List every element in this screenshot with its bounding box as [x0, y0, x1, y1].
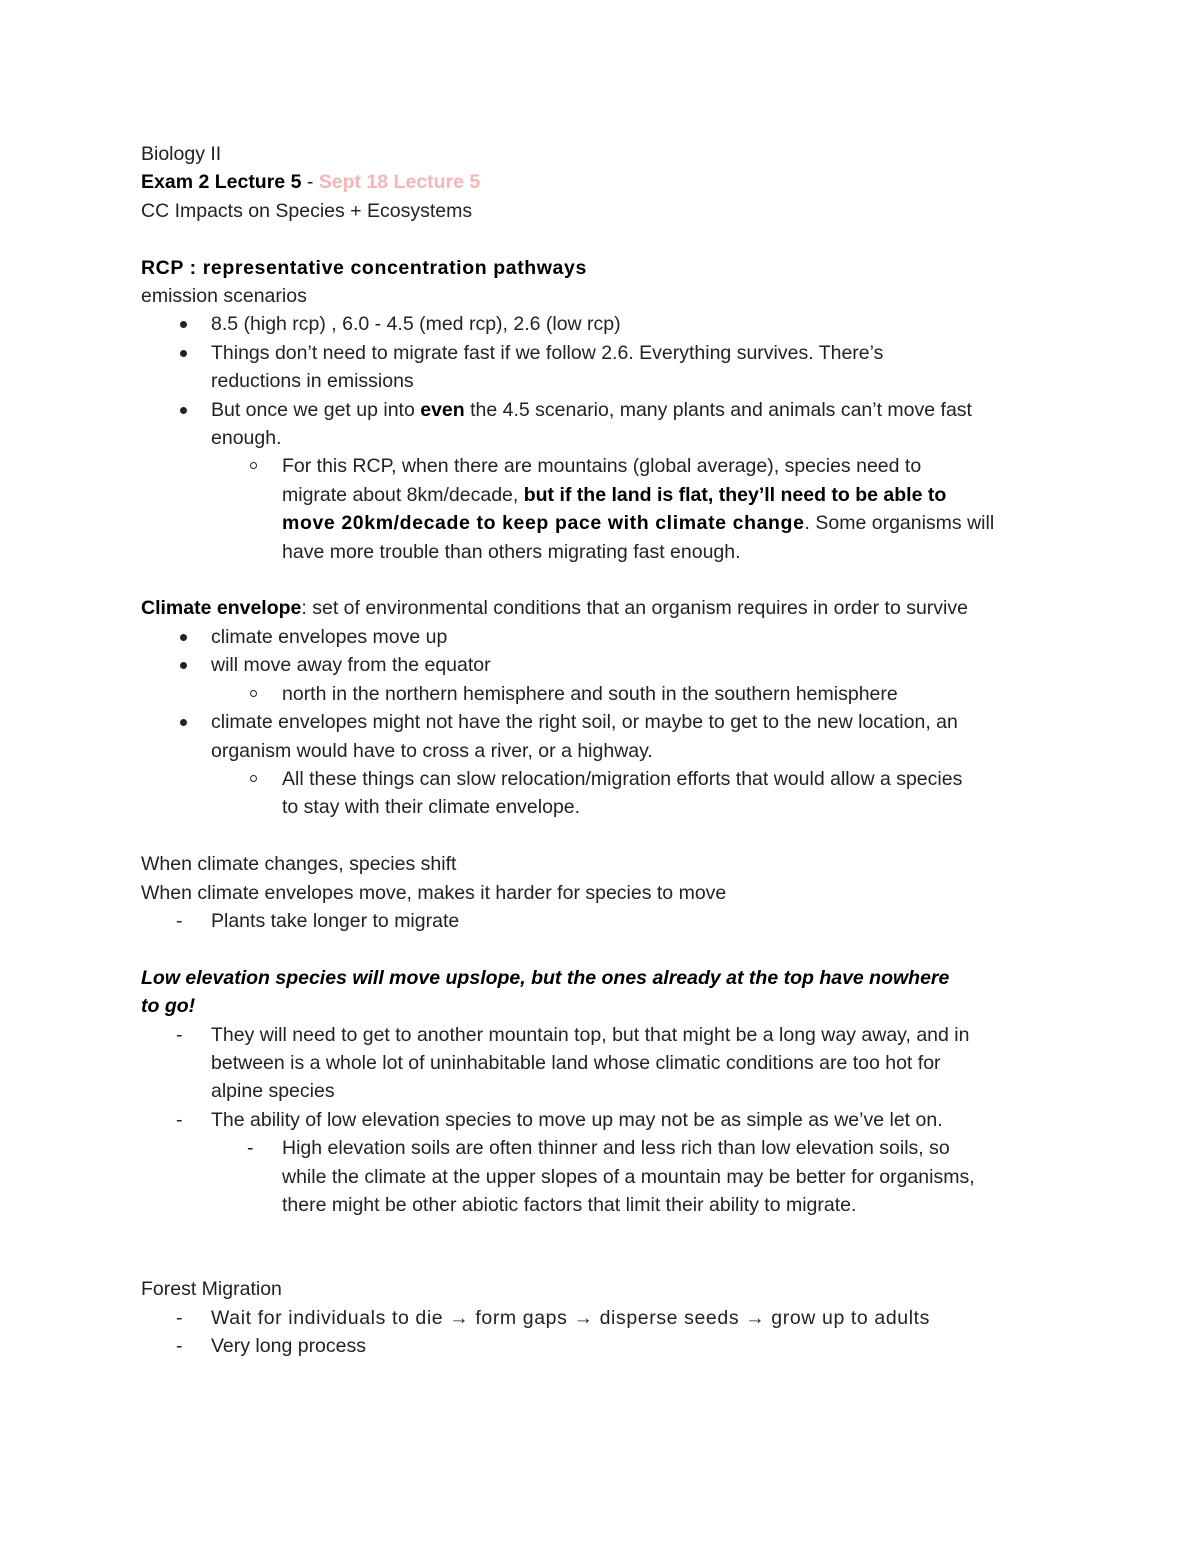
envelope-definition: [141, 594, 1061, 622]
spacer: [141, 566, 1061, 594]
list-item-text: [282, 481, 1061, 509]
text-run: migrate about 8km/decade,: [282, 483, 524, 506]
shift-line: When climate changes, species shift: [141, 853, 457, 876]
list-item-text: to stay with their climate envelope.: [282, 796, 581, 819]
lecture-title-separator: -: [301, 171, 319, 194]
list-item-text: organism would have to cross a river, or a highway.: [211, 739, 653, 762]
emphasis-text: but if the land is flat, they’ll need to be able to: [523, 483, 947, 506]
rcp-heading: RCP : representative concentration pathways: [141, 256, 587, 279]
hollow-bullet-icon: [250, 775, 257, 782]
list-item-text: there might be other abiotic factors that limit their ability to migrate.: [282, 1193, 857, 1216]
bullet-icon: [180, 719, 187, 726]
list-item-text: High elevation soils are often thinner and less rich than low elevation soils, so: [282, 1137, 950, 1160]
bullet-icon: [180, 321, 187, 328]
list-item: [211, 339, 1061, 396]
list-item-text: Plants take longer to migrate: [211, 909, 460, 932]
list-item-text: will move away from the equator: [211, 654, 491, 677]
list-item-text: [211, 396, 1061, 424]
list-item: [211, 708, 1061, 765]
elevation-heading: Low elevation species will move upslope, but the ones already at the top have nowhere: [141, 966, 950, 989]
envelope-term: Climate envelope: [141, 597, 302, 620]
list-item-text: alpine species: [211, 1080, 335, 1103]
elevation-heading: to go!: [141, 995, 196, 1018]
text-run: But once we get up into: [211, 398, 421, 421]
list-item-text: Things don’t need to migrate fast if we follow 2.6. Everything survives. There’s: [211, 341, 884, 364]
dash-list-item: [176, 1021, 1061, 1106]
list-item: [211, 623, 1061, 651]
emphasis-text: move 20km/decade to keep pace with climate change: [282, 512, 805, 535]
bullet-icon: [180, 662, 187, 669]
sub-list-item: [282, 680, 1061, 708]
dash-marker: -: [176, 1306, 183, 1329]
dash-marker: -: [176, 1108, 183, 1131]
lecture-title: [141, 168, 1061, 196]
lecture-title-bold: Exam 2 Lecture 5: [141, 171, 302, 194]
dash-sub-list-item: [247, 1134, 1061, 1219]
list-item-text: between is a whole lot of uninhabitable land whose climatic conditions are too hot for: [211, 1051, 941, 1074]
list-item-text: For this RCP, when there are mountains (global average), species need to: [282, 455, 922, 478]
hollow-bullet-icon: [250, 690, 257, 697]
dash-list-item: [176, 1106, 1061, 1134]
shift-line: When climate envelopes move, makes it harder for species to move: [141, 881, 727, 904]
list-item-text: All these things can slow relocation/migration efforts that would allow a species: [282, 767, 963, 790]
list-item-text: enough.: [211, 427, 282, 450]
list-item-text: climate envelopes move up: [211, 625, 448, 648]
spacer: [141, 935, 1061, 963]
bullet-icon: [180, 634, 187, 641]
list-item: [211, 396, 1061, 453]
list-item-text: [282, 509, 1061, 537]
lecture-title-date: Sept 18 Lecture 5: [318, 171, 481, 194]
envelope-definition-text: : set of environmental conditions that an organism requires in order to survive: [301, 597, 968, 620]
list-item-text: climate envelopes might not have the right soil, or maybe to get to the new location, an: [211, 711, 958, 734]
list-item-text: north in the northern hemisphere and south in the southern hemisphere: [282, 682, 898, 705]
list-item: [211, 310, 1061, 338]
dash-marker: -: [247, 1137, 254, 1160]
list-item-text: reductions in emissions: [211, 370, 414, 393]
dash-list-item: [176, 1332, 1061, 1360]
dash-marker: -: [176, 1023, 183, 1046]
list-item-text: The ability of low elevation species to move up may not be as simple as we’ve let on.: [211, 1108, 943, 1131]
document-page: [141, 140, 1061, 1361]
hollow-bullet-icon: [250, 462, 257, 469]
list-item-text: Very long process: [211, 1335, 367, 1358]
forest-heading: Forest Migration: [141, 1278, 282, 1301]
list-item-text: while the climate at the upper slopes of a mountain may be better for organisms,: [282, 1165, 975, 1188]
spacer: [141, 822, 1061, 850]
course-title: Biology II: [141, 143, 222, 165]
list-item-text: 8.5 (high rcp) , 6.0 - 4.5 (med rcp), 2.6 (low rcp): [211, 313, 621, 336]
sub-list-item: [282, 765, 1061, 822]
dash-list-item: [176, 1304, 1061, 1332]
emphasis-text: even: [420, 398, 465, 421]
text-run: . Some organisms will: [804, 512, 995, 535]
list-item: [211, 651, 1061, 679]
rcp-subheading: emission scenarios: [141, 285, 307, 308]
list-item-text: have more trouble than others migrating fast enough.: [282, 540, 741, 563]
bullet-icon: [180, 407, 187, 414]
sub-list-item: [282, 452, 1061, 566]
list-item-text: They will need to get to another mountain top, but that might be a long way away, and in: [211, 1023, 970, 1046]
dash-marker: -: [176, 909, 183, 932]
dash-list-item: [176, 907, 1061, 935]
list-item-text: Wait for individuals to die → form gaps → disperse seeds → grow up to adults: [211, 1306, 931, 1329]
spacer: [141, 225, 1061, 253]
dash-marker: -: [176, 1335, 183, 1358]
bullet-icon: [180, 350, 187, 357]
spacer: [141, 1219, 1061, 1275]
topic-title: CC Impacts on Species + Ecosystems: [141, 199, 473, 222]
text-run: the 4.5 scenario, many plants and animals can’t move fast: [464, 398, 972, 421]
